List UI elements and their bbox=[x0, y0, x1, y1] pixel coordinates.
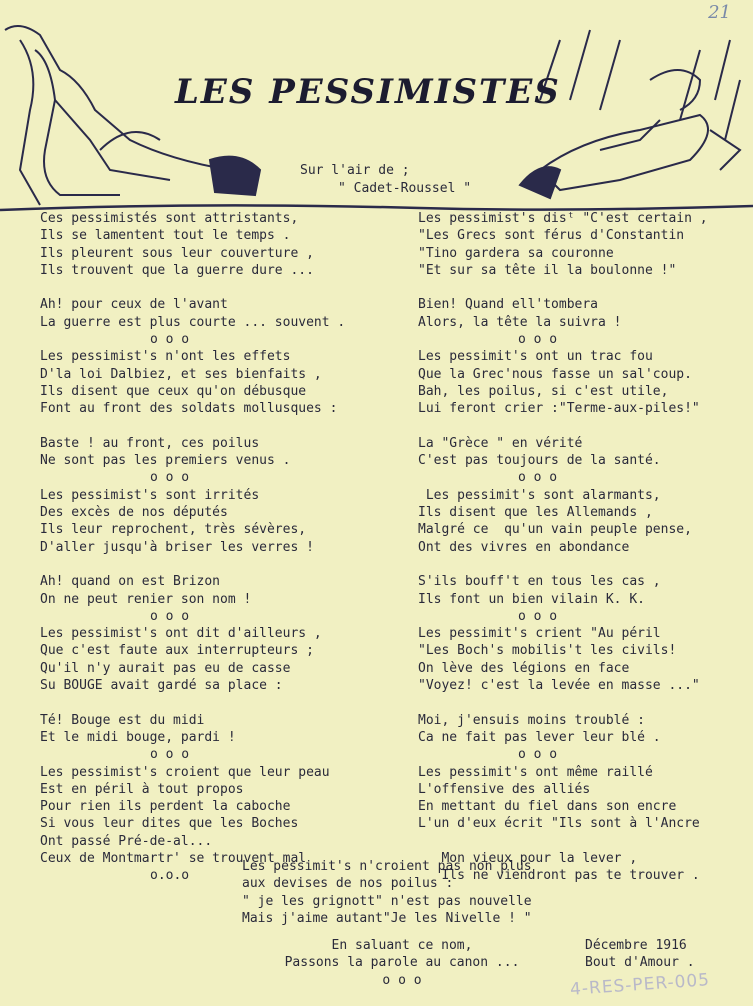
center-stanza bbox=[242, 858, 532, 927]
verse-line: En mettant du fiel dans son encre bbox=[418, 799, 677, 815]
verse-line: aux devises de nos poilus : bbox=[242, 876, 454, 892]
verse-line: Les pessimit's n'croient pas non plus bbox=[242, 859, 532, 874]
verse-line: La guerre est plus courte ... souvent . bbox=[40, 314, 346, 330]
right-column bbox=[418, 210, 748, 885]
verse-line: Ils disent que ceux qu'on débusque bbox=[40, 383, 307, 399]
verse-line: Les pessimit's ont même raillé bbox=[418, 764, 653, 780]
verse-line: "Tino gardera sa couronne bbox=[418, 245, 614, 261]
verse-line: Mais j'aime autant"Je les Nivelle ! " bbox=[242, 910, 532, 926]
verse-line: Ah! quand on est Brizon bbox=[40, 574, 221, 590]
signature-block bbox=[585, 937, 695, 972]
verse-line: " je les grignott" n'est pas nouvelle bbox=[242, 893, 532, 909]
verse-line: Que c'est faute aux interrupteurs ; bbox=[40, 643, 314, 659]
verse-gap bbox=[40, 418, 400, 435]
verse-line: Les pessimist's croient que leur peau bbox=[40, 764, 330, 780]
verse-line: L'un d'eux écrit "Ils sont à l'Ancre bbox=[418, 816, 700, 832]
signature-author: Bout d'Amour . bbox=[585, 955, 695, 971]
verse-line: Des excès de nos députés bbox=[40, 505, 228, 521]
verse-line: Moi, j'ensuis moins troublé : bbox=[418, 712, 645, 728]
verse-line: Les pessimit's crient "Au péril bbox=[418, 626, 661, 642]
verse-line: Ils ne viendront pas te trouver . bbox=[418, 868, 700, 884]
verse-gap bbox=[418, 833, 748, 850]
closing-lines bbox=[282, 937, 522, 989]
verse-line: "Voyez! c'est la levée en masse ..." bbox=[418, 678, 700, 694]
verse-line: Les pessimist's disᵗ "C'est certain , bbox=[418, 211, 708, 226]
verse-line: Font au front des soldats mollusques : bbox=[40, 401, 338, 417]
subtitle-line-2: " Cadet-Roussel " bbox=[338, 181, 472, 196]
verse-line: Mon vieux pour la lever , bbox=[418, 850, 638, 866]
poem-title: LES PESSIMISTES bbox=[175, 72, 561, 112]
tune-subtitle bbox=[300, 162, 471, 198]
verse-line: Ces pessimistés sont attristants, bbox=[40, 211, 299, 226]
verse-line: Si vous leur dites que les Boches bbox=[40, 816, 299, 832]
verse-line: Et le midi bouge, pardi ! bbox=[40, 729, 236, 745]
verse-line: Qu'il n'y aurait pas eu de casse bbox=[40, 660, 291, 676]
verse-line: Su BOUGE avait gardé sa place : bbox=[40, 678, 283, 694]
verse-line: Ne sont pas les premiers venus . bbox=[40, 453, 291, 469]
verse-gap bbox=[40, 556, 400, 573]
verse-gap bbox=[418, 556, 748, 573]
stanza-separator: o o o bbox=[150, 747, 190, 763]
stanza-separator: o o o bbox=[150, 332, 190, 348]
signature-date: Décembre 1916 bbox=[585, 938, 687, 953]
verse-line: Pour rien ils perdent la caboche bbox=[40, 799, 291, 815]
verse-line: Ont passé Pré-de-al... bbox=[40, 833, 213, 849]
stanza-separator: o.o.o bbox=[150, 868, 190, 884]
verse-line: Baste ! au front, ces poilus bbox=[40, 435, 260, 451]
verse-line: Lui feront crier :"Terme-aux-piles!" bbox=[418, 401, 700, 417]
stanza-separator: o o o bbox=[518, 332, 558, 348]
stanza-separator: o o o bbox=[150, 608, 190, 624]
verse-line: Que la Grec'nous fasse un sal'coup. bbox=[418, 366, 692, 382]
verse-gap bbox=[418, 418, 748, 435]
verse-line: Ont des vivres en abondance bbox=[418, 539, 630, 555]
verse-line: Ca ne fait pas lever leur blé . bbox=[418, 729, 661, 745]
verse-gap bbox=[418, 694, 748, 711]
verse-line: "Et sur sa tête il la boulonne !" bbox=[418, 262, 677, 278]
stanza-separator: o o o bbox=[382, 972, 422, 988]
stanza-separator: o o o bbox=[518, 747, 558, 763]
verse-line: Les pessimist's sont irrités bbox=[40, 487, 260, 503]
verse-line: Les pessimit's ont un trac fou bbox=[418, 349, 653, 365]
verse-line: Ils se lamentent tout le temps . bbox=[40, 228, 291, 244]
verse-line: Passons la parole au canon ... bbox=[284, 955, 520, 971]
verse-line: "Les Boch's mobilis't les civils! bbox=[418, 643, 677, 659]
verse-line: Malgré ce qu'un vain peuple pense, bbox=[418, 522, 692, 538]
verse-line: Ah! pour ceux de l'avant bbox=[40, 297, 228, 313]
stanza-separator: o o o bbox=[518, 470, 558, 486]
verse-line: L'offensive des alliés bbox=[418, 781, 591, 797]
verse-line: Est en péril à tout propos bbox=[40, 781, 244, 797]
verse-line: Alors, la tête la suivra ! bbox=[418, 314, 622, 330]
subtitle-line-1: Sur l'air de ; bbox=[300, 163, 410, 178]
verse-line: On lève des légions en face bbox=[418, 660, 630, 676]
verse-line: Les pessimist's n'ont les effets bbox=[40, 349, 291, 365]
verse-line: D'la loi Dalbiez, et ses bienfaits , bbox=[40, 366, 322, 382]
verse-line: Les pessimit's sont alarmants, bbox=[418, 487, 661, 503]
verse-gap bbox=[40, 279, 400, 296]
left-column bbox=[40, 210, 400, 885]
stanza-separator: o o o bbox=[150, 470, 190, 486]
verse-line: Ils leur reprochent, très sévères, bbox=[40, 522, 307, 538]
verse-line: Ils font un bien vilain K. K. bbox=[418, 591, 645, 607]
verse-line: C'est pas toujours de la santé. bbox=[418, 453, 661, 469]
verse-line: Ils disent que les Allemands , bbox=[418, 505, 653, 521]
verse-line: En saluant ce nom, bbox=[331, 938, 473, 953]
verse-line: Ils trouvent que la guerre dure ... bbox=[40, 262, 314, 278]
archive-stamp: 4-RES-PER-005 bbox=[569, 970, 711, 1000]
verse-line: On ne peut renier son nom ! bbox=[40, 591, 252, 607]
stanza-separator: o o o bbox=[518, 608, 558, 624]
verse-gap bbox=[40, 694, 400, 711]
verse-line: Les pessimist's ont dit d'ailleurs , bbox=[40, 626, 322, 642]
verse-line: La "Grèce " en vérité bbox=[418, 435, 583, 451]
verse-line: Ceux de Montmartr' se trouvent mal bbox=[40, 850, 307, 866]
verse-line: Ils pleurent sous leur couverture , bbox=[40, 245, 314, 261]
verse-line: Té! Bouge est du midi bbox=[40, 712, 205, 728]
verse-line: Bah, les poilus, si c'est utile, bbox=[418, 383, 669, 399]
verse-line: D'aller jusqu'à briser les verres ! bbox=[40, 539, 314, 555]
verse-line: Bien! Quand ell'tombera bbox=[418, 297, 599, 313]
verse-line: "Les Grecs sont férus d'Constantin bbox=[418, 228, 685, 244]
verse-gap bbox=[418, 279, 748, 296]
verse-line: S'ils bouff't en tous les cas , bbox=[418, 574, 661, 590]
page-number: 21 bbox=[708, 2, 731, 23]
